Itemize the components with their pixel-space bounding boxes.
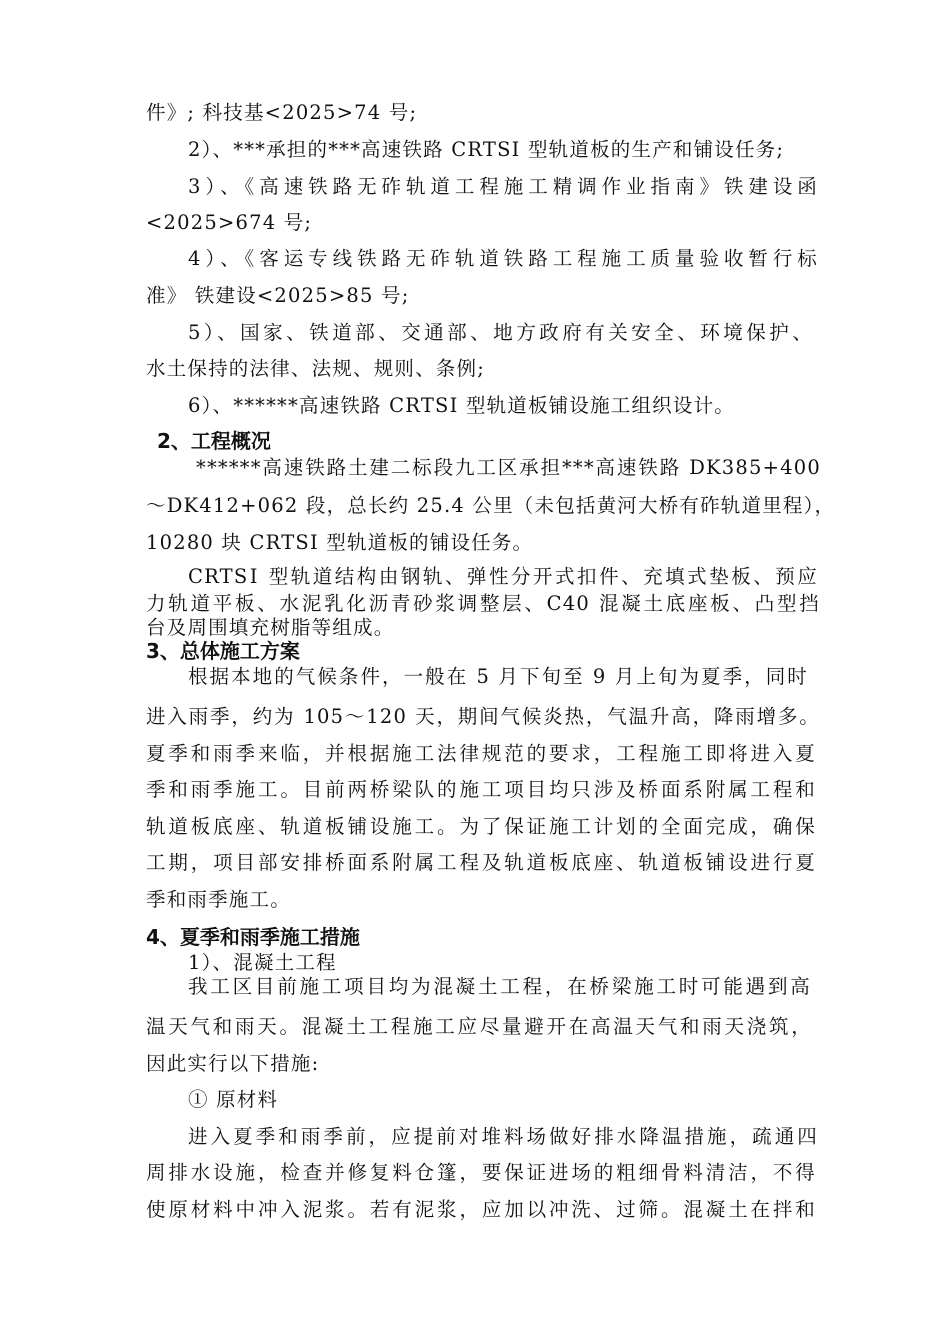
- section-heading-overall-plan: 3、总体施工方案: [146, 639, 300, 663]
- concrete-paragraph-line-1: 我工区目前施工项目均为混凝土工程，在桥梁施工时可能遇到高: [188, 975, 811, 998]
- plan-paragraph-line-5: 轨道板底座、轨道板铺设施工。为了保证施工计划的全面完成，确保: [146, 815, 816, 838]
- reference-item-6: 6）、******高速铁路 CRTSⅠ 型轨道板铺设施工组织设计。: [188, 394, 735, 417]
- plan-paragraph-line-6: 工期，项目部安排桥面系附属工程及轨道板底座、轨道板铺设进行夏: [146, 851, 816, 874]
- overview-paragraph-1-line-1: ******高速铁路土建二标段九工区承担***高速铁路 DK385+400: [196, 456, 821, 479]
- plan-paragraph-line-7: 季和雨季施工。: [146, 888, 291, 911]
- section-heading-project-overview: 2、工程概况: [157, 429, 271, 453]
- concrete-paragraph-line-2: 温天气和雨天。混凝土工程施工应尽量避开在高温天气和雨天浇筑，: [146, 1015, 812, 1038]
- raw-materials-paragraph-line-1: 进入夏季和雨季前，应提前对堆料场做好排水降温措施，疏通四: [188, 1125, 818, 1148]
- reference-item-4-continuation: 准》 铁建设<2025>85 号;: [146, 284, 410, 307]
- overview-paragraph-1-line-2: ～DK412+062 段，总长约 25.4 公里（未包括黄河大桥有砟轨道里程），: [146, 494, 836, 517]
- reference-item-3-continuation: <2025>674 号;: [146, 211, 313, 234]
- section-heading-summer-rainy-measures: 4、夏季和雨季施工措施: [146, 925, 360, 949]
- reference-item-5-continuation: 水土保持的法律、法规、规则、条例;: [146, 357, 485, 380]
- plan-paragraph-line-3: 夏季和雨季来临，并根据施工法律规范的要求，工程施工即将进入夏: [146, 742, 816, 765]
- raw-materials-subheading: ① 原材料: [188, 1088, 279, 1111]
- plan-paragraph-line-1: 根据本地的气候条件，一般在 5 月下旬至 9 月上旬为夏季，同时: [188, 665, 808, 688]
- raw-materials-paragraph-line-2: 周排水设施，检查并修复料仓篷，要保证进场的粗细骨料清洁，不得: [146, 1161, 816, 1184]
- reference-item-3: 3）、《高速铁路无砟轨道工程施工精调作业指南》铁建设函: [188, 175, 818, 198]
- reference-item-4: 4）、《客运专线铁路无砟轨道铁路工程施工质量验收暂行标: [188, 247, 818, 270]
- concrete-paragraph-line-3: 因此实行以下措施:: [146, 1052, 320, 1075]
- overview-paragraph-2-line-2: 力轨道平板、水泥乳化沥青砂浆调整层、C40 混凝土底座板、凸型挡: [146, 592, 820, 615]
- overview-paragraph-1-line-3: 10280 块 CRTSⅠ 型轨道板的铺设任务。: [146, 531, 534, 554]
- reference-item-1-continuation: 件》; 科技基<2025>74 号;: [146, 101, 418, 124]
- overview-paragraph-2-line-3: 台及周围填充树脂等组成。: [146, 616, 395, 639]
- reference-item-2: 2）、***承担的***高速铁路 CRTSⅠ 型轨道板的生产和铺设任务;: [188, 138, 785, 161]
- overview-paragraph-2-line-1: CRTSⅠ 型轨道结构由钢轨、弹性分开式扣件、充填式垫板、预应: [188, 565, 818, 588]
- plan-paragraph-line-4: 季和雨季施工。目前两桥梁队的施工项目均只涉及桥面系附属工程和: [146, 778, 816, 801]
- plan-paragraph-line-2: 进入雨季，约为 105～120 天，期间气候炎热，气温升高，降雨增多。: [146, 705, 820, 728]
- raw-materials-paragraph-line-3: 使原材料中冲入泥浆。若有泥浆，应加以冲洗、过筛。混凝土在拌和: [146, 1198, 816, 1221]
- reference-item-5: 5）、国家、铁道部、交通部、地方政府有关安全、环境保护、: [188, 321, 813, 344]
- measures-subheading-concrete: 1）、混凝土工程: [188, 951, 337, 974]
